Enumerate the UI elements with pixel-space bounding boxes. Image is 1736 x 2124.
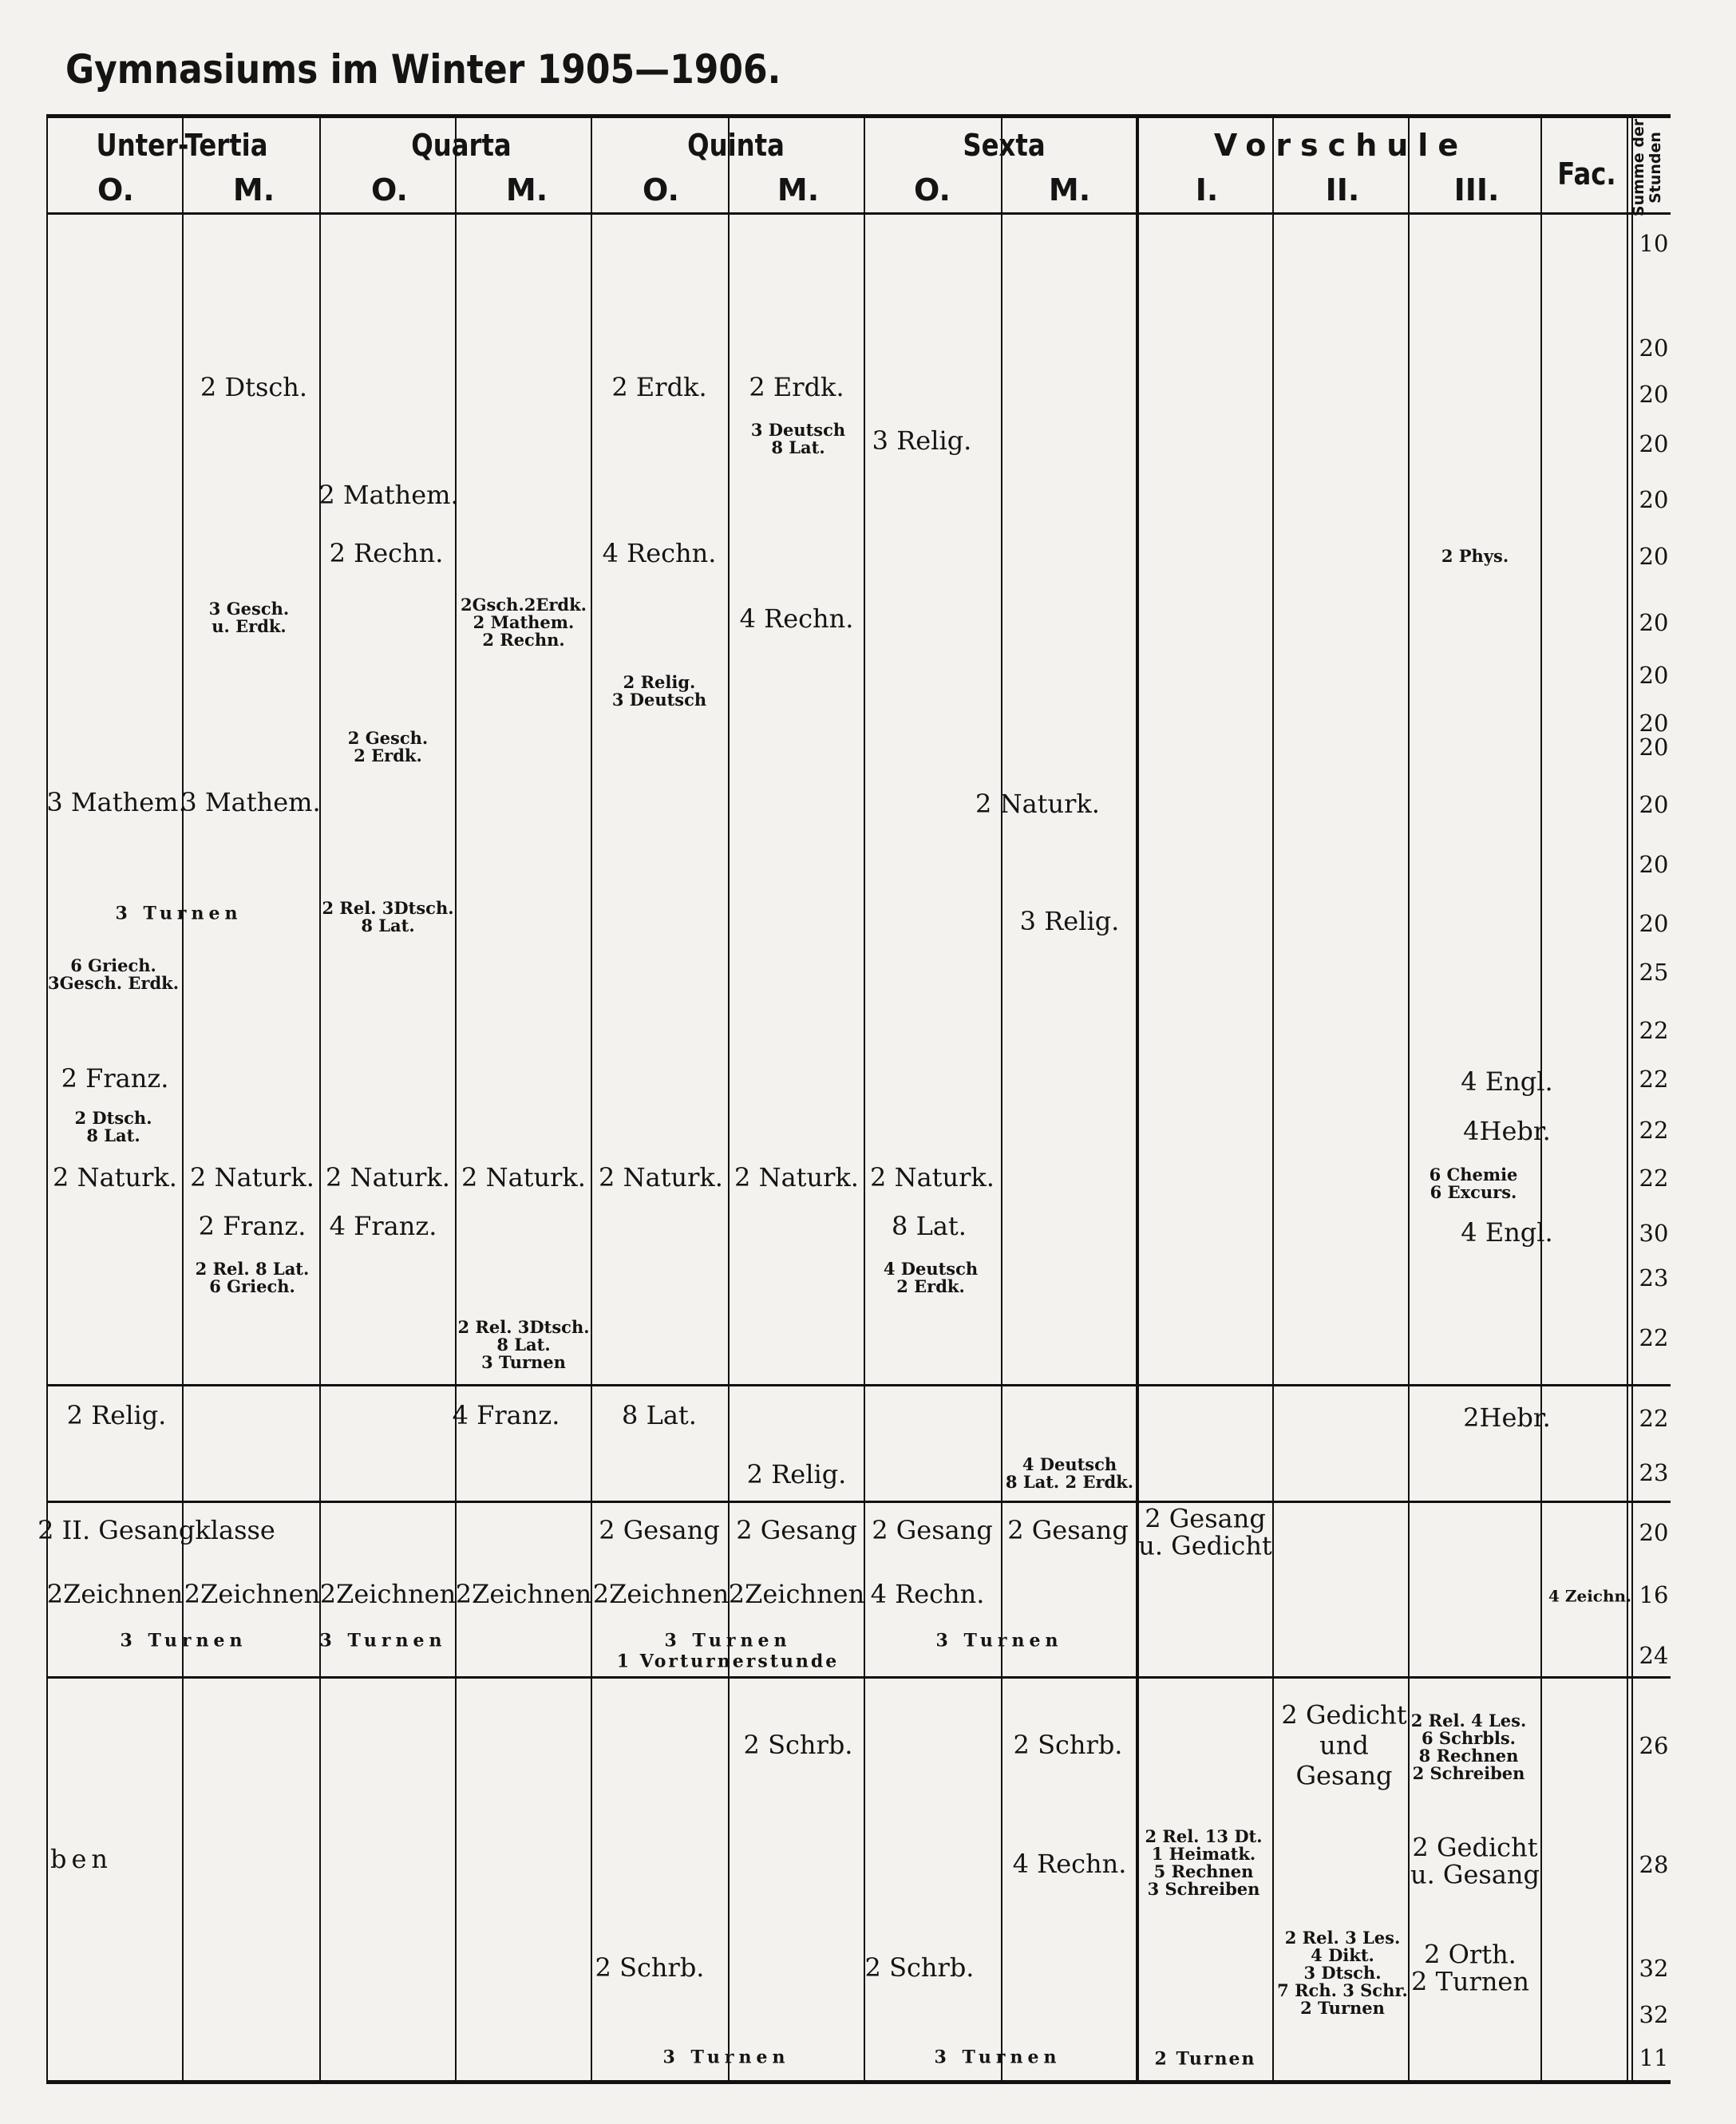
header-q-m: M. — [505, 172, 548, 208]
sum-value: 22 — [1639, 1324, 1669, 1351]
cell-ut-o-dtschlat: 2 Dtsch. 8 Lat. — [74, 1107, 152, 1145]
cell-qi-o-erdk: 2 Erdk. — [611, 372, 707, 403]
cell-fac-hebr2: 2Hebr. — [1463, 1402, 1551, 1434]
header-s-m: M. — [1048, 172, 1091, 208]
cell-q-m-block: 2Gsch.2Erdk. 2 Mathem. 2 Rechn. — [461, 594, 587, 651]
cell-turnen-c: 3 Turnen — [664, 1630, 792, 1651]
header-s-o: O. — [914, 172, 951, 208]
cell-fac-hebr1: 4Hebr. — [1463, 1116, 1551, 1147]
sum-value: 22 — [1639, 1117, 1669, 1144]
cell-qi-m-naturk: 2 Naturk. — [734, 1162, 859, 1193]
header-vorschule: Vorschule — [1213, 128, 1469, 163]
cell-fac-chemie: 6 Chemie 6 Excurs. — [1429, 1164, 1518, 1202]
header-summe: Summe der Stunden — [1630, 118, 1664, 217]
cell-v1-block: 2 Rel. 13 Dt. 1 Heimatk. 5 Rechnen 3 Schreiben — [1145, 1825, 1263, 1900]
cell-v2-gedicht: 2 Gedicht und Gesang — [1281, 1699, 1407, 1790]
header-v-3: III. — [1453, 172, 1500, 208]
cell-qi-o-gesang: 2 Gesang — [599, 1515, 720, 1546]
sum-value: 20 — [1639, 334, 1669, 362]
cell-turnen-e: 3 Turnen — [662, 2047, 790, 2068]
header-qi-o: O. — [643, 172, 679, 208]
section-rule-2 — [46, 1501, 1671, 1503]
cell-q-o-naturk: 2 Naturk. — [326, 1162, 450, 1193]
cell-qi-m-erdk: 2 Erdk. — [749, 372, 844, 403]
sum-value: 20 — [1639, 430, 1669, 457]
col-rule-sm — [1001, 114, 1002, 2082]
cell-s-m-rechn: 4 Rechn. — [1012, 1849, 1127, 1880]
col-rule-qm — [455, 114, 457, 2082]
sum-value: 20 — [1639, 543, 1669, 570]
cell-fac-engl1: 4 Engl. — [1461, 1066, 1553, 1098]
cell-q-o-gesch: 2 Gesch. 2 Erdk. — [347, 727, 429, 765]
cell-s-m-deutsch: 4 Deutsch 8 Lat. 2 Erdk. — [1005, 1454, 1134, 1492]
col-rule-qim — [728, 114, 730, 2082]
cell-q-m-franz: 4 Franz. — [452, 1400, 560, 1431]
sum-value: 23 — [1639, 1459, 1669, 1486]
cell-s-m-relig: 3 Relig. — [1019, 906, 1120, 937]
cell-vorturnerstunde: 1 Vorturnerstunde — [616, 1651, 840, 1672]
header-q-o: O. — [371, 172, 408, 208]
cell-v1-gesang: 2 Gesang u. Gedicht — [1138, 1503, 1272, 1560]
bottom-rule — [46, 2080, 1671, 2084]
sum-value: 20 — [1639, 609, 1669, 636]
cell-ut-m-rel: 2 Rel. 8 Lat. 6 Griech. — [195, 1258, 310, 1296]
cell-fac-phys: 2 Phys. — [1441, 545, 1509, 566]
cell-qi-o-rechn: 4 Rechn. — [602, 538, 717, 569]
sum-value: 20 — [1639, 791, 1669, 818]
cell-ut-m-mathem: 3 Mathem. — [180, 787, 321, 818]
col-rule-ut — [182, 114, 184, 2082]
col-rule-qi — [591, 114, 592, 2082]
cell-ut-m-dtsch: 2 Dtsch. — [200, 372, 308, 403]
sum-value: 25 — [1639, 959, 1669, 986]
cell-ut-o-griech: 6 Griech. 3Gesch. Erdk. — [47, 955, 180, 993]
sum-value: 20 — [1639, 910, 1669, 937]
header-v-1: I. — [1195, 172, 1219, 208]
section-rule-3 — [46, 1676, 1671, 1679]
col-rule-vorschule — [1136, 114, 1139, 2082]
cell-s-o-naturk: 2 Naturk. — [975, 789, 1100, 820]
cell-qi-o-lat: 8 Lat. — [622, 1400, 697, 1431]
sum-value: 30 — [1639, 1220, 1669, 1247]
sum-value: 20 — [1639, 1519, 1669, 1546]
cell-ut-o-naturk: 2 Naturk. — [53, 1162, 177, 1193]
cell-qi-m-zeichnen: 2Zeichnen — [728, 1579, 865, 1610]
sum-value: 22 — [1639, 1017, 1669, 1044]
cell-ut-o-mathem: 3 Mathem. — [46, 787, 187, 818]
header-rule — [46, 212, 1671, 215]
sum-value: 11 — [1639, 2044, 1669, 2071]
col-rule-v2 — [1272, 114, 1274, 2082]
header-ut-m: M. — [232, 172, 275, 208]
cell-qi-m-gesang: 2 Gesang — [736, 1515, 857, 1546]
sum-value: 20 — [1639, 734, 1669, 761]
cell-gesangklasse: 2 II. Gesangklasse — [38, 1515, 275, 1546]
cell-q-o-rechn: 2 Rechn. — [329, 538, 444, 569]
cell-qi-o-naturk: 2 Naturk. — [599, 1162, 723, 1193]
cell-ut-o-zeichnen: 2Zeichnen — [46, 1579, 184, 1610]
cell-qi-m-dl: 3 Deutsch 8 Lat. — [750, 419, 846, 457]
cell-q-m-naturk: 2 Naturk. — [461, 1162, 586, 1193]
cell-fac-engl2: 4 Engl. — [1461, 1217, 1553, 1248]
cell-q-o-reldtsch: 2 Rel. 3Dtsch. 8 Lat. — [322, 897, 454, 935]
col-rule-left — [46, 114, 48, 2082]
cell-qi-m-schrb: 2 Schrb. — [743, 1730, 853, 1761]
top-rule — [46, 114, 1671, 118]
cell-turnen-b: 3 Turnen — [319, 1630, 447, 1651]
cell-s-o-naturk2: 2 Naturk. — [870, 1162, 995, 1193]
cell-ut-o-franz: 2 Franz. — [61, 1063, 169, 1094]
cell-v3-gedicht: 2 Gedicht u. Gesang — [1410, 1832, 1540, 1889]
col-rule-v3 — [1408, 114, 1410, 2082]
header-sexta: Sexta — [963, 128, 1046, 163]
cell-v3-orth: 2 Orth. 2 Turnen — [1411, 1939, 1529, 1996]
header-quinta: Quinta — [687, 128, 785, 163]
cell-turnen-a: 3 Turnen — [120, 1630, 247, 1651]
header-v-2: II. — [1325, 172, 1360, 208]
page-title: Gymnasiums im Winter 1905—1906. — [65, 46, 781, 93]
sum-value: 20 — [1639, 381, 1669, 408]
col-rule-sum-a — [1627, 114, 1628, 2082]
cell-ut-m-naturk: 2 Naturk. — [190, 1162, 314, 1193]
cell-turnen-g: 2 Turnen — [1154, 2048, 1256, 2070]
cell-q-m-zeichnen: 2Zeichnen — [455, 1579, 592, 1610]
sum-value: 20 — [1639, 710, 1669, 737]
sum-value: 20 — [1639, 486, 1669, 513]
cell-qi-o-schrb: 2 Schrb. — [595, 1952, 705, 1984]
sum-value: 26 — [1639, 1732, 1669, 1759]
sum-value: 16 — [1639, 1581, 1669, 1608]
cell-q-o-mathem: 2 Mathem. — [318, 480, 459, 511]
cell-q-o-franz: 4 Franz. — [329, 1211, 437, 1242]
cell-turnen-f: 3 Turnen — [934, 2047, 1062, 2068]
header-fac: Fac. — [1557, 156, 1616, 192]
cell-qi-o-relig: 2 Relig. 3 Deutsch — [611, 671, 707, 710]
sum-value: 22 — [1639, 1405, 1669, 1432]
header-unter-tertia: Unter-Tertia — [96, 128, 268, 163]
col-rule-q — [319, 114, 321, 2082]
cell-s-m-schrb: 2 Schrb. — [1013, 1730, 1123, 1761]
cell-ut-m-zeichnen: 2Zeichnen — [184, 1579, 321, 1610]
cell-q-m-rel: 2 Rel. 3Dtsch. 8 Lat. 3 Turnen — [457, 1316, 590, 1373]
sum-value: 23 — [1639, 1264, 1669, 1291]
cell-ut-m-gesch: 3 Gesch. u. Erdk. — [208, 598, 290, 636]
cell-qi-m-rechn: 4 Rechn. — [739, 603, 854, 635]
header-quarta: Quarta — [411, 128, 512, 163]
sum-value: 32 — [1639, 2001, 1669, 2028]
cell-s-o-rechn: 4 Rechn. — [870, 1579, 985, 1610]
cell-s-o-lat: 8 Lat. — [892, 1211, 967, 1242]
cell-s-o-schrb: 2 Schrb. — [864, 1952, 975, 1984]
sum-value: 32 — [1639, 1955, 1669, 1982]
sum-value: 20 — [1639, 851, 1669, 878]
cell-ut-m-franz: 2 Franz. — [198, 1211, 306, 1242]
cell-q-o-zeichnen: 2Zeichnen — [319, 1579, 457, 1610]
cell-v2-block: 2 Rel. 3 Les. 4 Dikt. 3 Dtsch. 7 Rch. 3 Schr. 2 Turnen — [1277, 1927, 1408, 2019]
sum-value: 22 — [1639, 1165, 1669, 1192]
cell-s-o-deutsch: 4 Deutsch 2 Erdk. — [883, 1258, 979, 1296]
cell-s-o-relig: 3 Relig. — [872, 425, 972, 457]
cell-s-o-gesang: 2 Gesang — [872, 1515, 993, 1546]
cell-s-m-gesang: 2 Gesang — [1007, 1515, 1129, 1546]
sum-value: 24 — [1639, 1642, 1669, 1669]
col-rule-fac — [1540, 114, 1542, 2082]
header-qi-m: M. — [777, 172, 820, 208]
cell-qi-m-relig: 2 Relig. — [746, 1459, 847, 1490]
cell-ben: ben — [49, 1844, 113, 1875]
cell-ut-turnen: 3 Turnen — [115, 903, 243, 924]
cell-turnen-d: 3 Turnen — [935, 1630, 1063, 1651]
cell-v3-block: 2 Rel. 4 Les. 6 Schrbls. 8 Rechnen 2 Schreiben — [1410, 1710, 1527, 1784]
section-rule-1 — [46, 1384, 1671, 1386]
sum-value: 10 — [1639, 230, 1669, 257]
col-rule-sum-b — [1631, 114, 1633, 2082]
cell-ut-o-relig: 2 Relig. — [66, 1400, 167, 1431]
sum-value: 20 — [1639, 662, 1669, 689]
header-ut-o: O. — [97, 172, 134, 208]
cell-fac-zeichn: 4 Zeichn. — [1548, 1586, 1632, 1606]
col-rule-s — [864, 114, 865, 2082]
sum-value: 22 — [1639, 1066, 1669, 1093]
cell-qi-o-zeichnen: 2Zeichnen — [592, 1579, 730, 1610]
sum-value: 28 — [1639, 1851, 1669, 1878]
